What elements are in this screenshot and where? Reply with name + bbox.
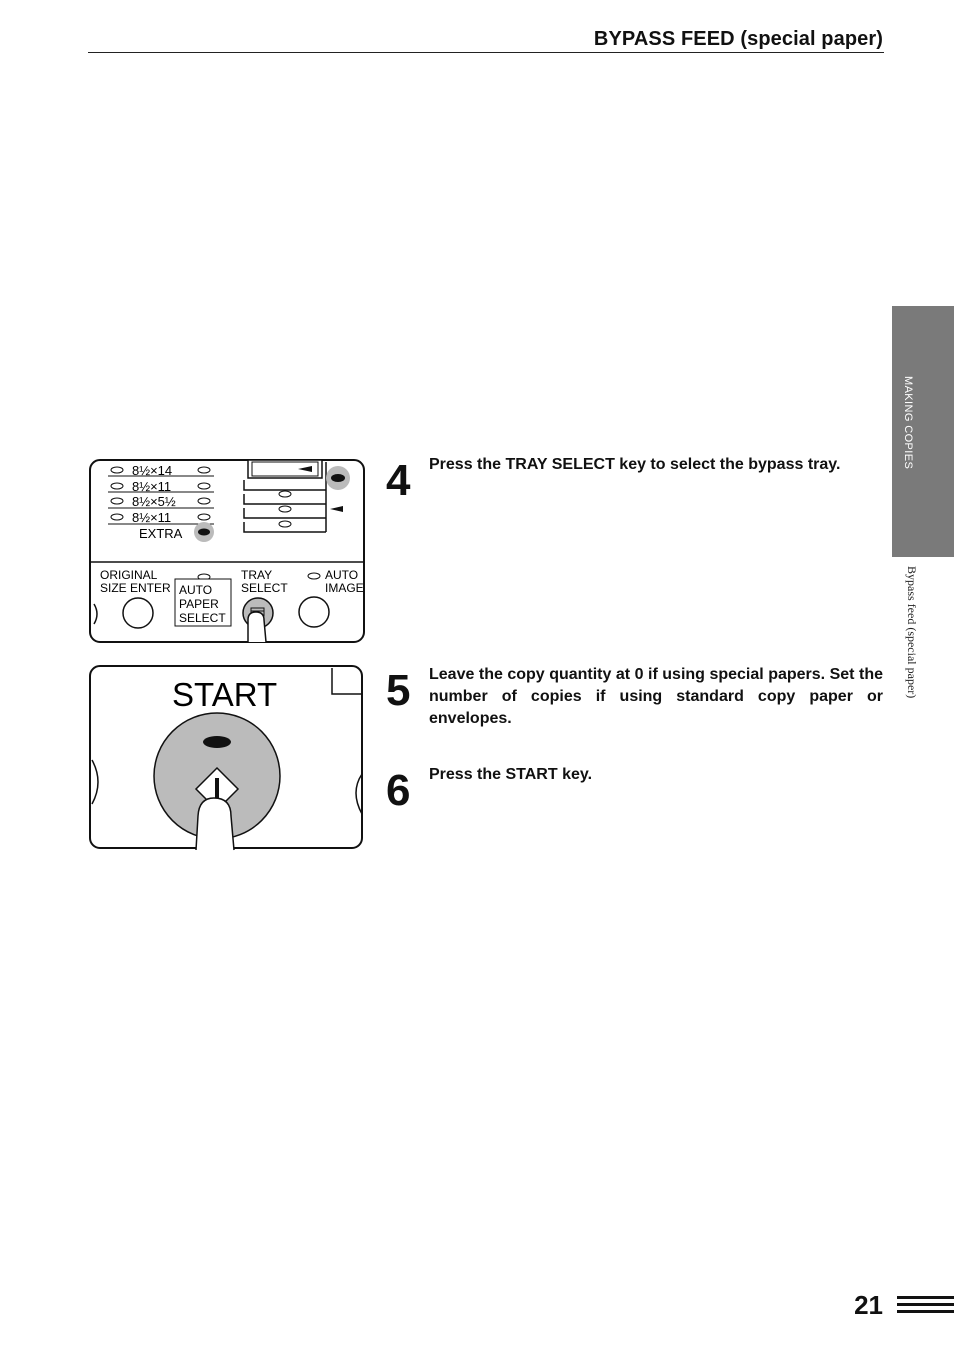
paper-size-label: 8½×5½ bbox=[132, 494, 176, 509]
step-6-number: 6 bbox=[386, 766, 411, 815]
page-header-title: BYPASS FEED (special paper) bbox=[593, 28, 883, 50]
step-5-number: 5 bbox=[386, 666, 411, 715]
step-6-text: Press the START key. bbox=[429, 766, 593, 783]
paper-size-label-extra: EXTRA bbox=[139, 526, 183, 541]
header-rule bbox=[88, 52, 884, 53]
auto-image-key[interactable] bbox=[299, 597, 329, 627]
paper-size-label: 8½×11 bbox=[132, 479, 172, 494]
step-4-number: 4 bbox=[386, 456, 411, 505]
auto-paper-label-1: AUTO bbox=[179, 583, 213, 597]
extra-indicator-lamp bbox=[198, 529, 210, 536]
auto-paper-label-2: PAPER bbox=[179, 597, 219, 611]
tray-label: TRAY bbox=[241, 568, 273, 582]
operation-panel-figure bbox=[88, 458, 368, 646]
auto-image-label-1: AUTO bbox=[325, 568, 359, 582]
pressing-finger-icon bbox=[196, 798, 234, 850]
paper-size-label: 8½×11 bbox=[132, 510, 172, 525]
start-label: START bbox=[172, 676, 278, 713]
step-4-text: Press the TRAY SELECT key to select the bypass tray. bbox=[429, 456, 841, 473]
section-subtitle: Bypass feed (special paper) bbox=[905, 566, 919, 699]
auto-paper-label-3: SELECT bbox=[179, 611, 226, 625]
page-number-bars bbox=[897, 1296, 954, 1317]
start-key-figure bbox=[88, 664, 366, 852]
step-5-text: Leave the copy quantity at 0 if using special papers. Set the number of copies if using standard copy paper or envelopes. bbox=[429, 666, 883, 727]
start-indicator-lamp bbox=[203, 736, 231, 748]
original-label: ORIGINAL bbox=[100, 568, 158, 582]
size-enter-label: SIZE ENTER bbox=[100, 581, 171, 595]
pressing-finger-icon bbox=[248, 612, 266, 642]
tray-select-label: SELECT bbox=[241, 581, 288, 595]
paper-size-label: 8½×14 bbox=[132, 463, 173, 478]
auto-image-label-2: IMAGE bbox=[325, 581, 364, 595]
page-number: 21 bbox=[854, 1290, 883, 1320]
section-tab-label: MAKING COPIES bbox=[902, 376, 914, 470]
original-size-enter-key[interactable] bbox=[123, 598, 153, 628]
